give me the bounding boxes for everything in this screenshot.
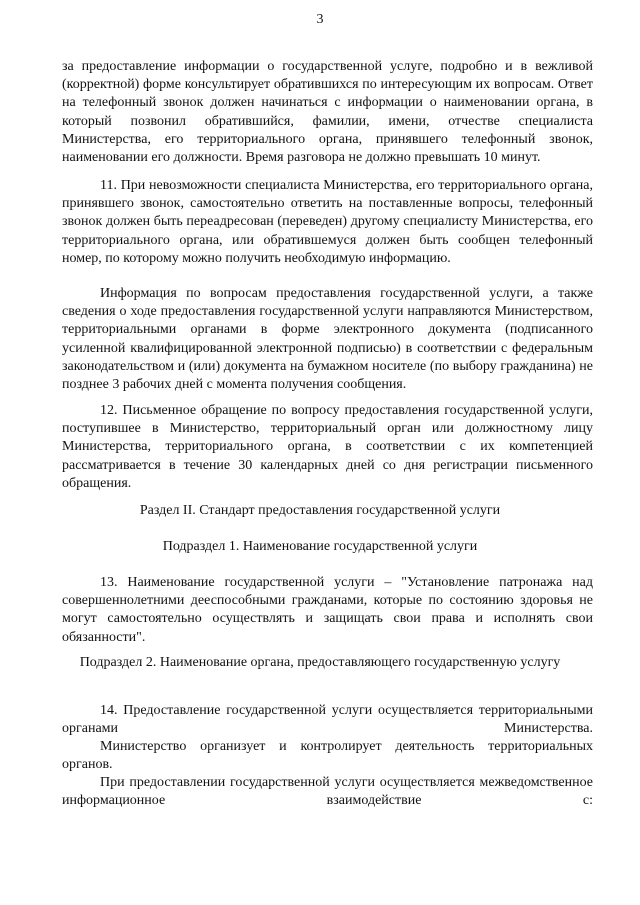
paragraph-14: 14. Предоставление государственной услуги осуществляется территориальными органами Министерства. (62, 703, 593, 737)
paragraph-consultation: за предоставление информации о государственной услуге, подробно и в вежливой (корректной) форме консультирует обратившихся по интересующим их вопросам. Ответ на телефонный звонок должен начинаться с информации о наименовании органа, в который позвонил обратившийся, фамилии, имени, отчестве специалиста Министерства, его территориального органа, принявшего телефонный звонок, наименовании его должности. Время разговора не должно превышать 10 минут. (62, 59, 593, 166)
paragraph-12: 12. Письменное обращение по вопросу предоставления государственной услуги, поступившее в Министерство, территориальный орган или должностному лицу Министерства, территориального органа, в соответствии с их компетенцией рассматривается в течение 30 календарных дней со дня регистрации письменного обращения. (62, 403, 593, 491)
paragraph-11: 11. При невозможности специалиста Министерства, его территориального органа, принявшего звонок, самостоятельно ответить на поставленные вопросы, телефонный звонок должен быть переадресован (переведен) другому специалисту Министерства, его территориального органа, или обратившемуся должен быть сообщен телефонный номер, по которому можно получить необходимую информацию. (62, 178, 593, 266)
paragraph-ministry: Министерство организует и контролирует деятельность территориальных органов. (62, 739, 593, 773)
subsection-2-heading: Подраздел 2. Наименование органа, предоставляющего государственную услугу (79, 655, 561, 670)
paragraph-13: 13. Наименование государственной услуги – "Установление патронажа над совершеннолетними дееспособными гражданами, которые по состоянию здоровья не могут самостоятельно осуществлять и защищать свои права и исполнять свои обязанности". (62, 575, 593, 645)
paragraph-interaction: При предоставлении государственной услуги осуществляется межведомственное информационное взаимодействие с: (62, 775, 593, 809)
page-number: 3 (316, 12, 324, 27)
paragraph-information: Информация по вопросам предоставления государственной услуги, а также сведения о ходе предоставления государственной услуги направляются Министерством, территориальными органами в форме электронного документа (подписанного усиленной квалифицированной электронной подписью) в соответствии с федеральным законодательством и (или) документа на бумажном носителе (по выбору гражданина) не позднее 3 рабочих дней с момента получения сообщения. (62, 286, 593, 393)
subsection-1-heading: Подраздел 1. Наименование государственной услуги (162, 539, 478, 554)
section-heading: Раздел II. Стандарт предоставления государственной услуги (139, 503, 501, 518)
